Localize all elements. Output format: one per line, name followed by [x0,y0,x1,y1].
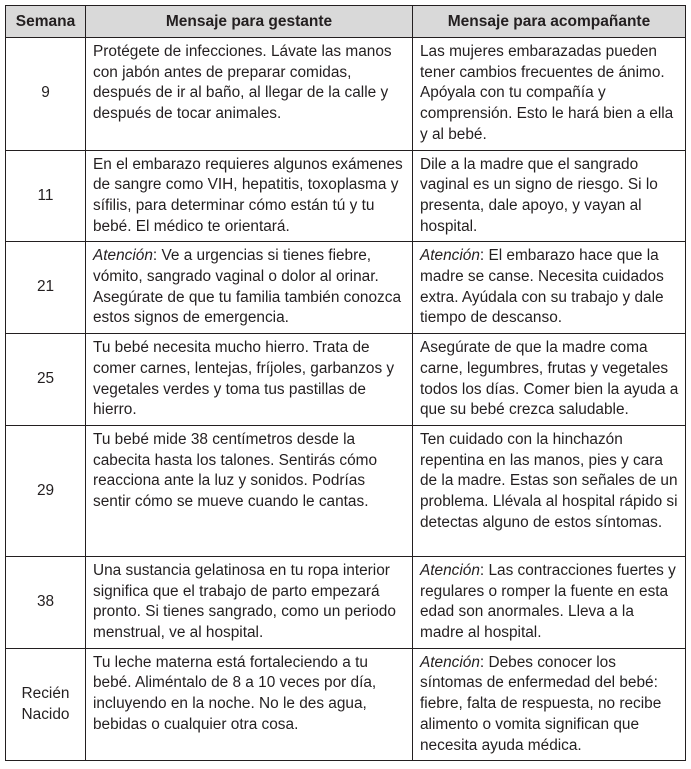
table-row [6,648,686,761]
pregnant-message-text: Tu bebé necesita mucho hierro. Trata de comer carnes, lentejas, fríjoles, garbanzos y vegetales verdes y toma tus pastillas de hierro. [93,339,395,419]
header-row [6,6,686,38]
pregnant-message-cell [86,556,413,648]
pregnant-message-text: Protégete de infecciones. Lávate las manos con jabón antes de preparar comidas, después de ir al baño, al llegar de la calle y después de tocar animales. [93,43,392,123]
messages-table [5,5,686,761]
week-cell: 11 [6,150,86,242]
pregnant-message-cell [86,648,413,761]
week-cell: Recién Nacido [6,648,86,761]
alert-prefix: Atención [420,247,480,265]
companion-message-cell [413,242,686,334]
companion-message-text: Ten cuidado con la hinchazón repentina en las manos, pies y cara de la madre. Estas son señales de un problema. Llévala al hospital rápido si detectas alguno de estos síntomas. [420,430,678,531]
table-body [6,38,686,761]
table-row [6,242,686,334]
companion-message-cell [413,38,686,151]
companion-message-text: : El embarazo hace que la madre se canse. Necesita cuidados extra. Ayúdala con su trabajo y dale tiempo de descanso. [420,247,664,327]
week-cell: 29 [6,425,86,556]
table-row [6,425,686,556]
pregnant-message-text: : Ve a urgencias si tienes fiebre, vómito, sangrado vaginal o dolor al orinar. Asegúrate de que tu familia también conozca estos signos de emergencia. [93,247,402,327]
alert-prefix: Atención [420,653,480,671]
pregnant-message-cell [86,242,413,334]
companion-message-text: Las mujeres embarazadas pueden tener cambios frecuentes de ánimo. Apóyala con tu compañía y comprensión. Esto le hará bien a ella y al bebé. [420,43,674,143]
companion-message-cell [413,150,686,242]
pregnant-message-cell [86,334,413,426]
pregnant-message-cell [86,38,413,151]
table-row [6,556,686,648]
companion-message-cell [413,648,686,761]
companion-message-cell [413,334,686,426]
pregnant-message-text: Una sustancia gelatinosa en tu ropa interior significa que el trabajo de parto empezará pronto. Si tienes sangrado, como un periodo menstrual, ve al hospital. [93,561,396,642]
table-row [6,150,686,242]
companion-message-cell [413,425,686,556]
week-cell: 21 [6,242,86,334]
pregnant-message-text: Tu bebé mide 38 centímetros desde la cabecita hasta los talones. Sentirás cómo reacciona ante la luz y sonidos. Podrías sentir cómo se mueve cuando le cantas. [93,430,378,511]
table-header [6,6,686,38]
pregnant-message-cell [86,150,413,242]
header-pregnant-message: Mensaje para gestante [86,6,413,38]
header-week: Semana [6,6,86,38]
pregnant-message-text: Tu leche materna está fortaleciendo a tu bebé. Aliméntalo de 8 a 10 veces por día, incluyendo en la noche. No le des agua, bebidas o cualquier otra cosa. [93,653,377,733]
companion-message-text: : Debes conocer los síntomas de enfermedad del bebé: fiebre, falta de respuesta, no recibe alimento o vomita significan que necesita ayuda médica. [420,653,662,754]
pregnant-message-cell [86,425,413,556]
header-companion-message: Mensaje para acompañante [413,6,686,38]
table-row [6,334,686,426]
table-row [6,38,686,151]
week-cell: 9 [6,38,86,151]
week-cell: 25 [6,334,86,426]
companion-message-cell [413,556,686,648]
companion-message-text: Dile a la madre que el sangrado vaginal es un signo de riesgo. Si lo presenta, dale apoyo, y vayan al hospital. [420,155,658,235]
companion-message-text: : Las contracciones fuertes y regulares o romper la fuente en esta edad son anormales. Lleva a la madre al hospital. [420,561,676,642]
week-cell: 38 [6,556,86,648]
companion-message-text: Asegúrate de que la madre coma carne, legumbres, frutas y vegetales todos los días. Comer bien la ayuda a que su bebé crezca saludable. [420,339,679,419]
alert-prefix: Atención [93,247,153,265]
pregnant-message-text: En el embarazo requieres algunos exámenes de sangre como VIH, hepatitis, toxoplasma y sífilis, para determinar cómo están tú y tu bebé. El médico te orientará. [93,155,403,235]
alert-prefix: Atención [420,561,480,579]
